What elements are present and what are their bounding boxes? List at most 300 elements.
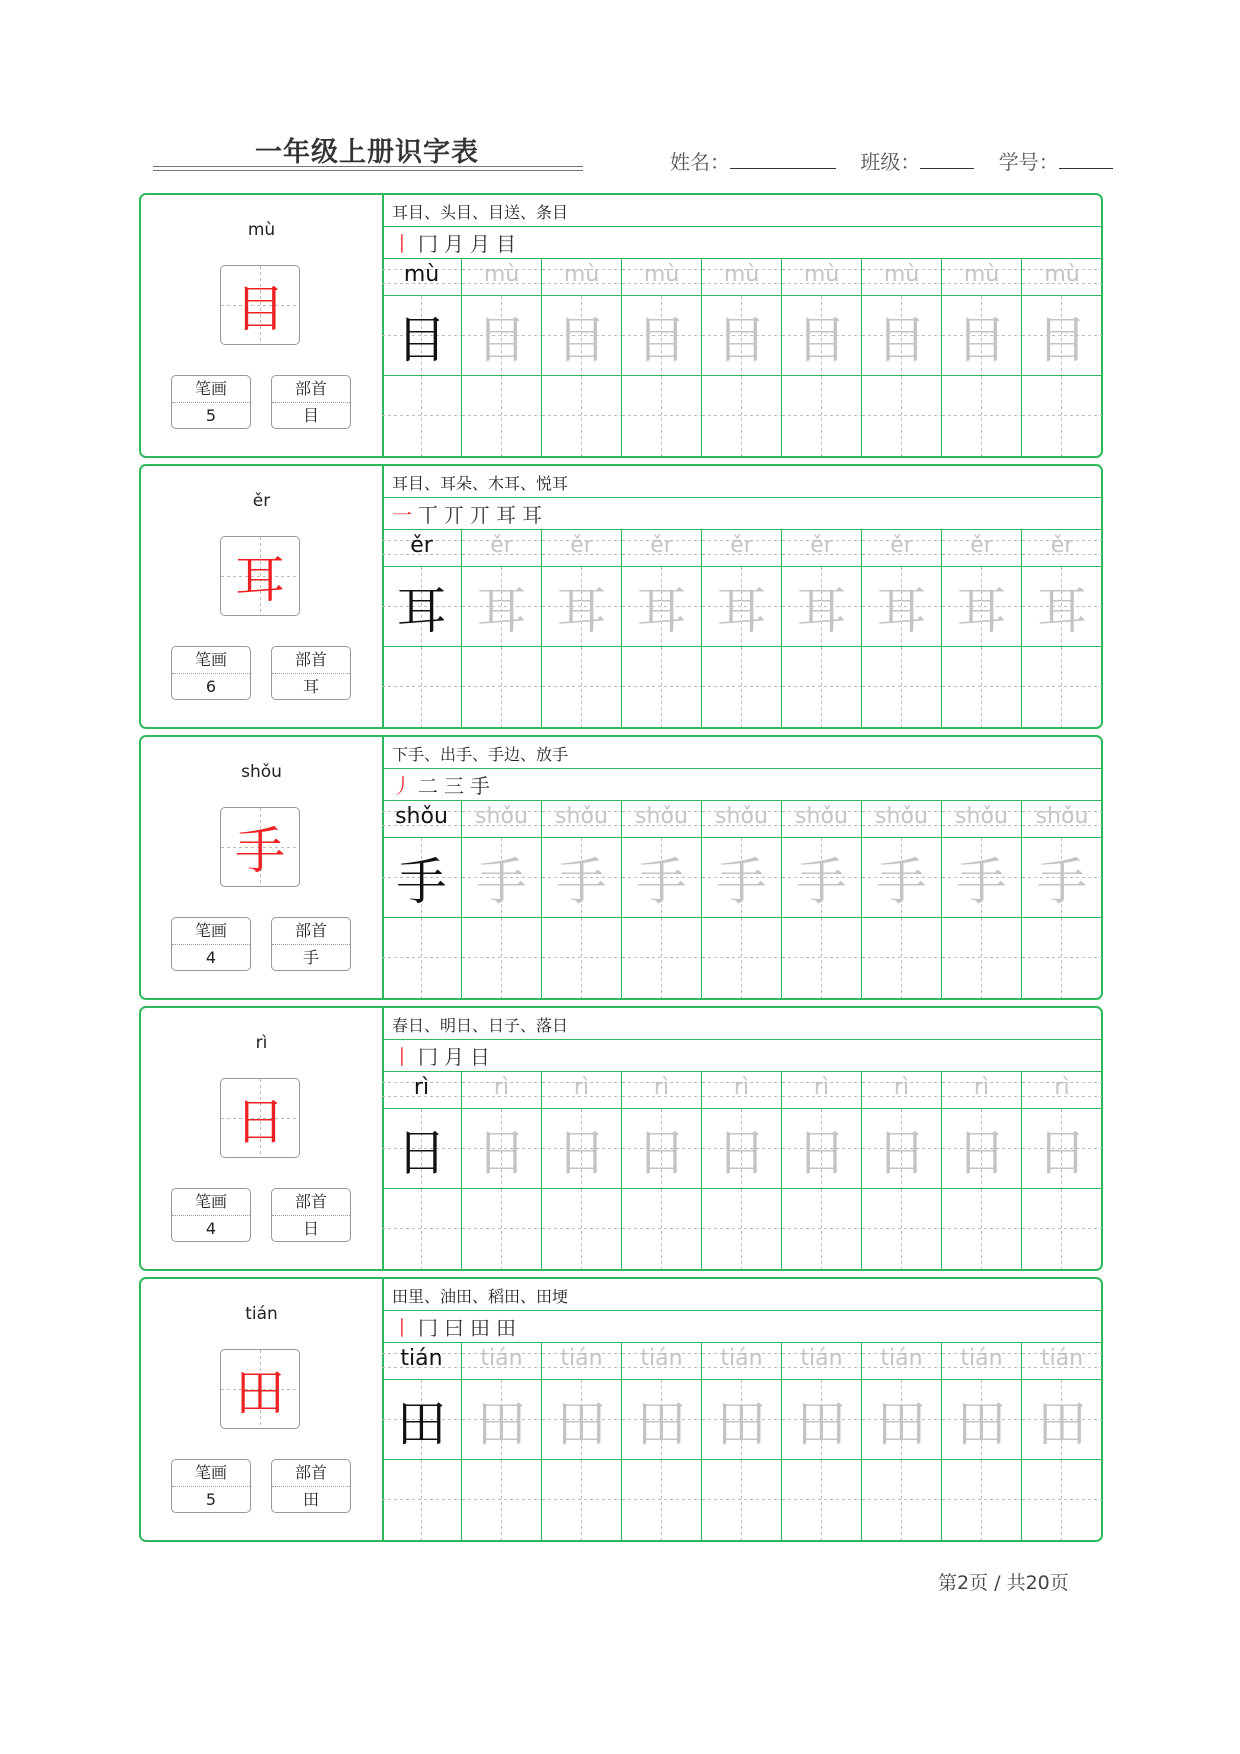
char-cell[interactable] xyxy=(542,296,622,376)
words-row xyxy=(382,1008,1101,1040)
blank-cell[interactable] xyxy=(382,647,462,727)
char-text: 田 xyxy=(476,1394,527,1453)
char-info xyxy=(141,1008,384,1269)
char-cell[interactable] xyxy=(702,838,782,918)
title-underline-2 xyxy=(153,170,583,171)
char-text: 耳 xyxy=(796,581,847,640)
blank-cell[interactable] xyxy=(702,918,782,998)
char-text: 耳 xyxy=(876,581,927,640)
example-words: 耳目、头目、目送、条目 xyxy=(392,203,569,222)
title-underline xyxy=(153,166,583,167)
blank-cell[interactable] xyxy=(782,376,862,456)
pinyin-cell[interactable] xyxy=(862,258,942,296)
char-text: 田 xyxy=(396,1394,447,1453)
blank-cell[interactable] xyxy=(542,376,622,456)
stroke-step: 冂 xyxy=(418,232,444,256)
radical-box xyxy=(271,1188,351,1242)
stroke-step: 月 xyxy=(470,232,496,256)
pinyin-cell[interactable] xyxy=(942,1071,1022,1109)
stroke-step: 一 xyxy=(392,503,418,527)
class-blank[interactable] xyxy=(920,148,974,169)
char-text: 日 xyxy=(476,1123,527,1182)
blank-cell[interactable] xyxy=(782,1189,862,1269)
char-cell[interactable] xyxy=(862,838,942,918)
big-char: 日 xyxy=(235,1093,285,1151)
blank-cell[interactable] xyxy=(862,918,942,998)
char-cell[interactable] xyxy=(462,296,542,376)
blank-cell[interactable] xyxy=(942,1460,1022,1540)
blank-cell[interactable] xyxy=(1022,1460,1102,1540)
pinyin-text: tián xyxy=(800,1346,843,1371)
char-text: 日 xyxy=(636,1123,687,1182)
char-text: 田 xyxy=(716,1394,767,1453)
strokes-label: 笔画 xyxy=(172,918,250,945)
pinyin-cell[interactable] xyxy=(382,1342,462,1380)
stroke-step: 冂 xyxy=(418,1316,444,1340)
pinyin-cell[interactable] xyxy=(702,1071,782,1109)
words-row xyxy=(382,466,1101,498)
pinyin-cell[interactable] xyxy=(462,258,542,296)
strokes-label: 笔画 xyxy=(172,647,250,674)
pinyin-cell[interactable] xyxy=(382,529,462,567)
blank-cell[interactable] xyxy=(702,647,782,727)
pinyin-cell[interactable] xyxy=(702,258,782,296)
char-info xyxy=(141,1279,384,1540)
char-text: 日 xyxy=(1037,1123,1087,1182)
pinyin-cell[interactable] xyxy=(862,529,942,567)
words-row xyxy=(382,1279,1101,1311)
char-cell[interactable] xyxy=(1022,1380,1102,1460)
char-text: 日 xyxy=(956,1123,1007,1182)
char-cell[interactable] xyxy=(622,296,702,376)
char-cell[interactable] xyxy=(942,296,1022,376)
stroke-step: 三 xyxy=(444,774,470,798)
blank-cell[interactable] xyxy=(382,1189,462,1269)
stroke-order xyxy=(392,499,548,528)
radical-label: 部首 xyxy=(272,647,350,674)
stroke-step: 田 xyxy=(470,1316,496,1340)
stroke-order xyxy=(392,228,522,257)
char-text: 手 xyxy=(556,852,607,911)
pinyin-text: rì xyxy=(733,1075,750,1100)
char-cell[interactable] xyxy=(1022,1109,1102,1189)
pinyin-cell[interactable] xyxy=(862,800,942,838)
pinyin-text: shǒu xyxy=(955,804,1008,829)
char-cell[interactable] xyxy=(862,296,942,376)
strokes-label: 笔画 xyxy=(172,1189,250,1216)
char-cell[interactable] xyxy=(782,838,862,918)
char-cell[interactable] xyxy=(462,567,542,647)
blank-cell[interactable] xyxy=(382,918,462,998)
pinyin-cell[interactable] xyxy=(622,1071,702,1109)
pinyin-text: ěr xyxy=(570,533,593,558)
big-pinyin: ěr xyxy=(252,491,271,511)
pinyin-cell[interactable] xyxy=(782,1071,862,1109)
blank-cell[interactable] xyxy=(462,918,542,998)
character-card xyxy=(139,1006,1103,1271)
pinyin-cell[interactable] xyxy=(942,258,1022,296)
pinyin-cell[interactable] xyxy=(942,800,1022,838)
char-cell[interactable] xyxy=(542,838,622,918)
pinyin-cell[interactable] xyxy=(542,1342,622,1380)
char-cell[interactable] xyxy=(862,1380,942,1460)
student-fields xyxy=(670,146,1131,175)
pinyin-cell[interactable] xyxy=(942,1342,1022,1380)
pinyin-cell[interactable] xyxy=(782,800,862,838)
pinyin-text: mù xyxy=(883,262,920,287)
char-cell[interactable] xyxy=(622,567,702,647)
char-info xyxy=(141,466,384,727)
pinyin-cell[interactable] xyxy=(542,529,622,567)
pinyin-cell[interactable] xyxy=(542,258,622,296)
char-text: 目 xyxy=(716,310,767,369)
example-words: 田里、油田、稻田、田埂 xyxy=(392,1287,569,1306)
char-text: 日 xyxy=(796,1123,847,1182)
blank-cell[interactable] xyxy=(702,376,782,456)
pinyin-text: rì xyxy=(1054,1075,1070,1100)
stroke-step: 耳 xyxy=(522,503,548,527)
radical-label: 部首 xyxy=(272,376,350,403)
pinyin-cell[interactable] xyxy=(462,800,542,838)
char-cell[interactable] xyxy=(1022,567,1102,647)
char-cell[interactable] xyxy=(382,838,462,918)
pinyin-cell[interactable] xyxy=(622,258,702,296)
pinyin-text: mù xyxy=(803,262,840,287)
practice-grid xyxy=(382,800,1101,998)
radical-box xyxy=(271,375,351,429)
stroke-step: 丨 xyxy=(392,1045,418,1069)
char-cell[interactable] xyxy=(942,838,1022,918)
char-text: 目 xyxy=(636,310,687,369)
char-text: 手 xyxy=(636,852,687,911)
stroke-step: 田 xyxy=(496,1316,522,1340)
blank-cell[interactable] xyxy=(782,1460,862,1540)
pinyin-cell[interactable] xyxy=(1022,529,1102,567)
char-cell[interactable] xyxy=(1022,838,1102,918)
radical-value: 日 xyxy=(302,1219,319,1238)
pinyin-text: rì xyxy=(973,1075,990,1100)
stroke-step: 丨 xyxy=(392,232,418,256)
pinyin-text: rì xyxy=(573,1075,590,1100)
strokes-label: 笔画 xyxy=(172,376,250,403)
radical-box xyxy=(271,917,351,971)
char-cell[interactable] xyxy=(862,567,942,647)
char-cell[interactable] xyxy=(382,296,462,376)
practice-area xyxy=(382,1008,1101,1269)
char-text: 目 xyxy=(396,310,447,369)
blank-cell[interactable] xyxy=(462,1460,542,1540)
practice-area xyxy=(382,466,1101,727)
blank-cell[interactable] xyxy=(942,647,1022,727)
strokes-box xyxy=(171,1459,251,1513)
pinyin-cell[interactable] xyxy=(462,529,542,567)
practice-grid xyxy=(382,1071,1101,1269)
char-text: 耳 xyxy=(956,581,1007,640)
pinyin-text: mù xyxy=(723,262,760,287)
practice-grid xyxy=(382,258,1101,456)
blank-cell[interactable] xyxy=(1022,376,1102,456)
stroke-step: 目 xyxy=(496,232,522,256)
stroke-order-row xyxy=(382,1310,1101,1343)
blank-cell[interactable] xyxy=(622,1460,702,1540)
radical-box xyxy=(271,1459,351,1513)
char-text: 日 xyxy=(396,1123,447,1182)
char-text: 目 xyxy=(476,310,527,369)
strokes-label: 笔画 xyxy=(172,1460,250,1487)
id-label: 学号： xyxy=(998,150,1059,174)
pinyin-cell[interactable] xyxy=(382,258,462,296)
char-text: 耳 xyxy=(716,581,767,640)
char-text: 手 xyxy=(396,852,447,911)
pinyin-text: tián xyxy=(880,1346,923,1371)
char-text: 手 xyxy=(876,852,927,911)
stroke-step: 月 xyxy=(444,1045,470,1069)
pinyin-cell[interactable] xyxy=(1022,1071,1102,1109)
char-cell[interactable] xyxy=(382,1109,462,1189)
char-text: 耳 xyxy=(476,581,527,640)
pinyin-text: rì xyxy=(893,1075,910,1100)
blank-cell[interactable] xyxy=(622,376,702,456)
char-cell[interactable] xyxy=(702,1380,782,1460)
char-cell[interactable] xyxy=(702,1109,782,1189)
pinyin-text: ěr xyxy=(970,533,993,558)
blank-cell[interactable] xyxy=(542,1460,622,1540)
pinyin-cell[interactable] xyxy=(542,800,622,838)
id-blank[interactable] xyxy=(1059,148,1113,169)
strokes-value: 4 xyxy=(205,948,217,967)
char-text: 手 xyxy=(476,852,527,911)
big-char: 目 xyxy=(235,280,285,338)
strokes-box xyxy=(171,375,251,429)
stroke-order-row xyxy=(382,1039,1101,1072)
stroke-step: 冂 xyxy=(418,1045,444,1069)
blank-cell[interactable] xyxy=(382,1460,462,1540)
char-cell[interactable] xyxy=(462,838,542,918)
stroke-step: 丌 xyxy=(470,503,496,527)
pinyin-text: ěr xyxy=(410,533,433,558)
blank-cell[interactable] xyxy=(702,1189,782,1269)
blank-cell[interactable] xyxy=(382,376,462,456)
char-cell[interactable] xyxy=(542,1109,622,1189)
char-cell[interactable] xyxy=(862,1109,942,1189)
strokes-box xyxy=(171,917,251,971)
char-cell[interactable] xyxy=(702,567,782,647)
radical-value: 耳 xyxy=(302,677,319,696)
pinyin-text: mù xyxy=(963,262,1000,287)
pinyin-text: rì xyxy=(493,1075,510,1100)
stroke-order-row xyxy=(382,226,1101,259)
blank-cell[interactable] xyxy=(462,647,542,727)
pinyin-text: shǒu xyxy=(395,804,448,829)
stroke-step: 二 xyxy=(418,774,444,798)
char-cell[interactable] xyxy=(462,1109,542,1189)
char-text: 田 xyxy=(636,1394,687,1453)
stroke-step: 耳 xyxy=(496,503,522,527)
pinyin-text: shǒu xyxy=(555,804,608,829)
blank-cell[interactable] xyxy=(862,376,942,456)
example-words: 耳目、耳朵、木耳、悦耳 xyxy=(392,474,569,493)
practice-area xyxy=(382,737,1101,998)
big-char-box xyxy=(220,1349,300,1429)
big-pinyin: mù xyxy=(247,220,276,240)
blank-cell[interactable] xyxy=(622,918,702,998)
char-info xyxy=(141,737,384,998)
pinyin-text: shǒu xyxy=(635,804,688,829)
character-card xyxy=(139,1277,1103,1542)
char-text: 目 xyxy=(796,310,847,369)
pinyin-text: ěr xyxy=(1050,533,1074,558)
name-blank[interactable] xyxy=(730,148,836,169)
char-cell[interactable] xyxy=(942,1109,1022,1189)
pinyin-text: tián xyxy=(560,1346,603,1371)
pinyin-text: rì xyxy=(413,1075,430,1100)
pinyin-cell[interactable] xyxy=(622,529,702,567)
pinyin-cell[interactable] xyxy=(1022,1342,1102,1380)
pinyin-cell[interactable] xyxy=(462,1071,542,1109)
pinyin-cell[interactable] xyxy=(622,1342,702,1380)
pinyin-text: mù xyxy=(563,262,600,287)
char-text: 田 xyxy=(1037,1394,1087,1453)
pinyin-cell[interactable] xyxy=(1022,800,1102,838)
practice-area xyxy=(382,1279,1101,1540)
pinyin-cell[interactable] xyxy=(702,800,782,838)
stroke-step: 丨 xyxy=(392,1316,418,1340)
stroke-order-row xyxy=(382,497,1101,530)
blank-cell[interactable] xyxy=(462,1189,542,1269)
pinyin-cell[interactable] xyxy=(462,1342,542,1380)
practice-grid xyxy=(382,1342,1101,1540)
stroke-step: 丅 xyxy=(418,503,444,527)
big-pinyin: shǒu xyxy=(241,762,282,782)
char-text: 田 xyxy=(796,1394,847,1453)
char-cell[interactable] xyxy=(542,1380,622,1460)
pinyin-text: shǒu xyxy=(475,804,528,829)
blank-cell[interactable] xyxy=(862,1460,942,1540)
char-cell[interactable] xyxy=(622,838,702,918)
pinyin-text: tián xyxy=(720,1346,763,1371)
char-text: 耳 xyxy=(1037,581,1087,640)
practice-grid xyxy=(382,529,1101,727)
pinyin-cell[interactable] xyxy=(622,800,702,838)
blank-cell[interactable] xyxy=(702,1460,782,1540)
char-cell[interactable] xyxy=(622,1380,702,1460)
pinyin-text: ěr xyxy=(650,533,673,558)
blank-cell[interactable] xyxy=(622,1189,702,1269)
blank-cell[interactable] xyxy=(942,1189,1022,1269)
blank-cell[interactable] xyxy=(542,647,622,727)
pinyin-cell[interactable] xyxy=(862,1342,942,1380)
big-char: 田 xyxy=(235,1364,285,1422)
blank-cell[interactable] xyxy=(862,1189,942,1269)
pinyin-text: tián xyxy=(400,1346,443,1371)
pinyin-cell[interactable] xyxy=(782,1342,862,1380)
blank-cell[interactable] xyxy=(1022,918,1102,998)
pinyin-text: rì xyxy=(653,1075,670,1100)
char-cell[interactable] xyxy=(782,1380,862,1460)
pinyin-cell[interactable] xyxy=(862,1071,942,1109)
pinyin-cell[interactable] xyxy=(782,529,862,567)
blank-cell[interactable] xyxy=(1022,1189,1102,1269)
blank-cell[interactable] xyxy=(862,647,942,727)
class-label: 班级： xyxy=(860,150,921,174)
blank-cell[interactable] xyxy=(462,376,542,456)
pinyin-text: tián xyxy=(960,1346,1003,1371)
char-text: 目 xyxy=(1037,310,1087,369)
stroke-step: 手 xyxy=(470,774,496,798)
char-cell[interactable] xyxy=(782,1109,862,1189)
stroke-step: 丿 xyxy=(392,774,418,798)
big-char: 手 xyxy=(235,822,285,880)
char-text: 日 xyxy=(876,1123,927,1182)
char-cell[interactable] xyxy=(542,567,622,647)
pinyin-cell[interactable] xyxy=(702,1342,782,1380)
pinyin-text: tián xyxy=(640,1346,683,1371)
pinyin-text: mù xyxy=(483,262,520,287)
blank-cell[interactable] xyxy=(782,647,862,727)
pinyin-cell[interactable] xyxy=(1022,258,1102,296)
stroke-order xyxy=(392,1041,496,1070)
example-words: 下手、出手、手边、放手 xyxy=(392,745,569,764)
character-card xyxy=(139,464,1103,729)
char-text: 耳 xyxy=(556,581,607,640)
char-cell[interactable] xyxy=(382,1380,462,1460)
char-cell[interactable] xyxy=(462,1380,542,1460)
char-cell[interactable] xyxy=(782,567,862,647)
char-cell[interactable] xyxy=(622,1109,702,1189)
char-cell[interactable] xyxy=(942,567,1022,647)
big-char-box xyxy=(220,265,300,345)
pinyin-cell[interactable] xyxy=(382,800,462,838)
char-text: 目 xyxy=(556,310,607,369)
pinyin-cell[interactable] xyxy=(382,1071,462,1109)
char-cell[interactable] xyxy=(1022,296,1102,376)
blank-cell[interactable] xyxy=(622,647,702,727)
big-char-box xyxy=(220,1078,300,1158)
strokes-box xyxy=(171,1188,251,1242)
blank-cell[interactable] xyxy=(542,1189,622,1269)
char-cell[interactable] xyxy=(702,296,782,376)
pinyin-text: shǒu xyxy=(875,804,928,829)
char-cell[interactable] xyxy=(942,1380,1022,1460)
strokes-value: 5 xyxy=(205,1490,217,1509)
char-text: 手 xyxy=(716,852,767,911)
char-info xyxy=(141,195,384,456)
pinyin-text: mù xyxy=(1044,262,1080,287)
blank-cell[interactable] xyxy=(942,918,1022,998)
stroke-order xyxy=(392,1312,522,1341)
blank-cell[interactable] xyxy=(542,918,622,998)
pinyin-cell[interactable] xyxy=(782,258,862,296)
char-cell[interactable] xyxy=(782,296,862,376)
blank-cell[interactable] xyxy=(782,918,862,998)
blank-cell[interactable] xyxy=(1022,647,1102,727)
char-cell[interactable] xyxy=(382,567,462,647)
stroke-step: 日 xyxy=(470,1045,496,1069)
pinyin-text: shǒu xyxy=(715,804,768,829)
char-text: 田 xyxy=(956,1394,1007,1453)
char-text: 田 xyxy=(556,1394,607,1453)
big-char-box xyxy=(220,536,300,616)
pinyin-text: tián xyxy=(480,1346,523,1371)
strokes-value: 4 xyxy=(205,1219,217,1238)
pinyin-cell[interactable] xyxy=(702,529,782,567)
pinyin-cell[interactable] xyxy=(542,1071,622,1109)
pinyin-text: rì xyxy=(813,1075,830,1100)
blank-cell[interactable] xyxy=(942,376,1022,456)
stroke-step: 月 xyxy=(444,232,470,256)
pinyin-cell[interactable] xyxy=(942,529,1022,567)
pinyin-text: mù xyxy=(403,262,440,287)
